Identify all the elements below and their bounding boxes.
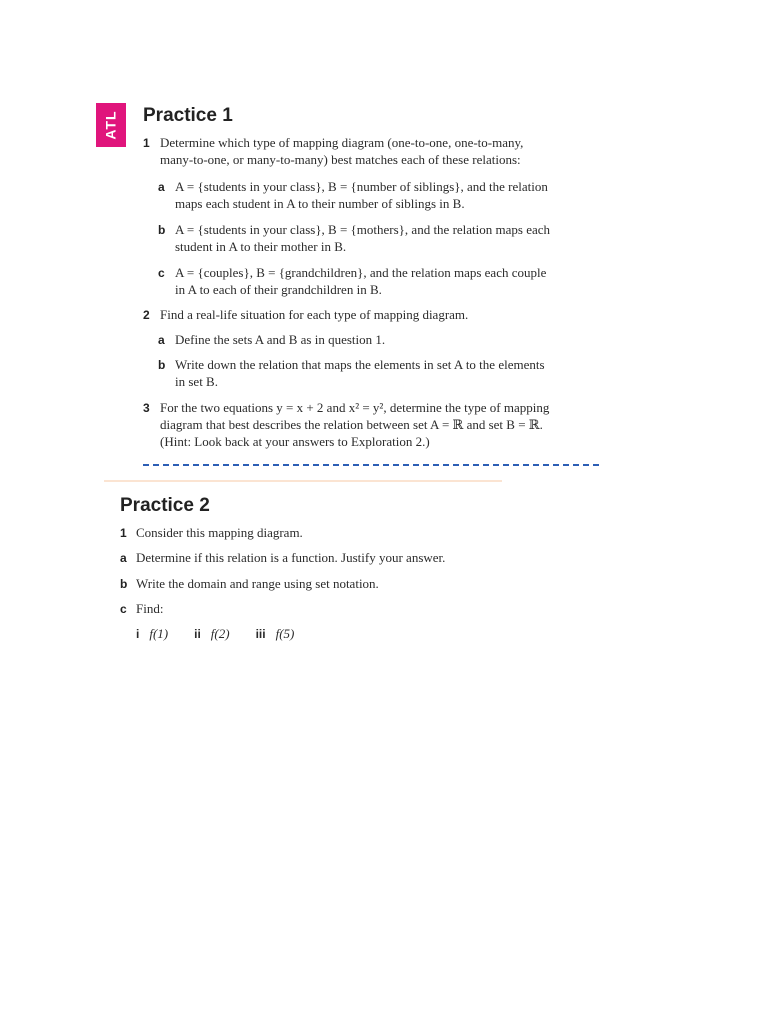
p1-q1-number: 1: [143, 136, 150, 150]
practice-2-title: Practice 2: [120, 495, 210, 516]
p2-q1a-text: Determine if this relation is a function. Justify your answer.: [136, 550, 446, 565]
p1-q1b-line2: student in A to their mother in B.: [175, 239, 347, 254]
p2-q1c-parts: [136, 625, 320, 643]
p2-q1b-label: b: [120, 577, 128, 591]
p2-q1b-text: Write the domain and range using set notation.: [136, 576, 379, 591]
p2-q1c-label: c: [120, 602, 127, 616]
p1-q2b-line1: Write down the relation that maps the elements in set A to the elements: [175, 357, 545, 372]
p1-q3-line2: diagram that best describes the relation between set A = ℝ and set B = ℝ.: [160, 417, 543, 432]
p2-q1-number: 1: [120, 526, 127, 540]
atl-tab-label: ATL: [103, 110, 119, 140]
atl-tab: [96, 103, 126, 147]
part-label: ii: [194, 627, 201, 641]
p1-q1-text-line1: Determine which type of mapping diagram (one-to-one, one-to-many,: [160, 135, 524, 150]
p1-q3-line1: For the two equations y = x + 2 and x² = y², determine the type of mapping: [160, 400, 550, 415]
p1-q1-text-line2: many-to-one, or many-to-many) best matches each of these relations:: [160, 152, 521, 167]
p1-q2-text: Find a real-life situation for each type of mapping diagram.: [160, 307, 469, 322]
p1-q1c-line1: A = {couples}, B = {grandchildren}, and the relation maps each couple: [175, 265, 547, 280]
part-expression: f(5): [275, 626, 295, 641]
p1-q2b-label: b: [158, 358, 166, 372]
part-expression: f(1): [149, 626, 169, 641]
p1-q3-number: 3: [143, 401, 150, 415]
p2-q1c-text: Find:: [136, 601, 164, 616]
p2-q1c-part-i: [136, 625, 168, 643]
p1-q1a-line2: maps each student in A to their number of siblings in B.: [175, 196, 465, 211]
p1-q2a-label: a: [158, 333, 165, 347]
p1-q1a-line1: A = {students in your class}, B = {number of siblings}, and the relation: [175, 179, 548, 194]
p2-q1-text: Consider this mapping diagram.: [136, 525, 303, 540]
p2-q1c-part-iii: [256, 625, 295, 643]
p2-q1c-part-ii: [194, 625, 229, 643]
p1-q1c-label: c: [158, 266, 165, 280]
p2-q1a-label: a: [120, 551, 127, 565]
part-label: iii: [255, 627, 266, 641]
section-separator-dashed: [143, 464, 599, 466]
p1-q1a-label: a: [158, 180, 165, 194]
p1-q1b-line1: A = {students in your class}, B = {mothers}, and the relation maps each: [175, 222, 551, 237]
p1-q1b-label: b: [158, 223, 166, 237]
p1-q2-number: 2: [143, 308, 150, 322]
p1-q3-line3: (Hint: Look back at your answers to Exploration 2.): [160, 434, 430, 449]
p1-q2b-line2: in set B.: [175, 374, 218, 389]
section-separator-light: [104, 480, 502, 482]
p1-q1c-line2: in A to each of their grandchildren in B.: [175, 282, 382, 297]
practice-1-title: Practice 1: [143, 105, 233, 126]
part-label: i: [136, 627, 140, 641]
part-expression: f(2): [210, 626, 230, 641]
p1-q2a-line1: Define the sets A and B as in question 1.: [175, 332, 386, 347]
